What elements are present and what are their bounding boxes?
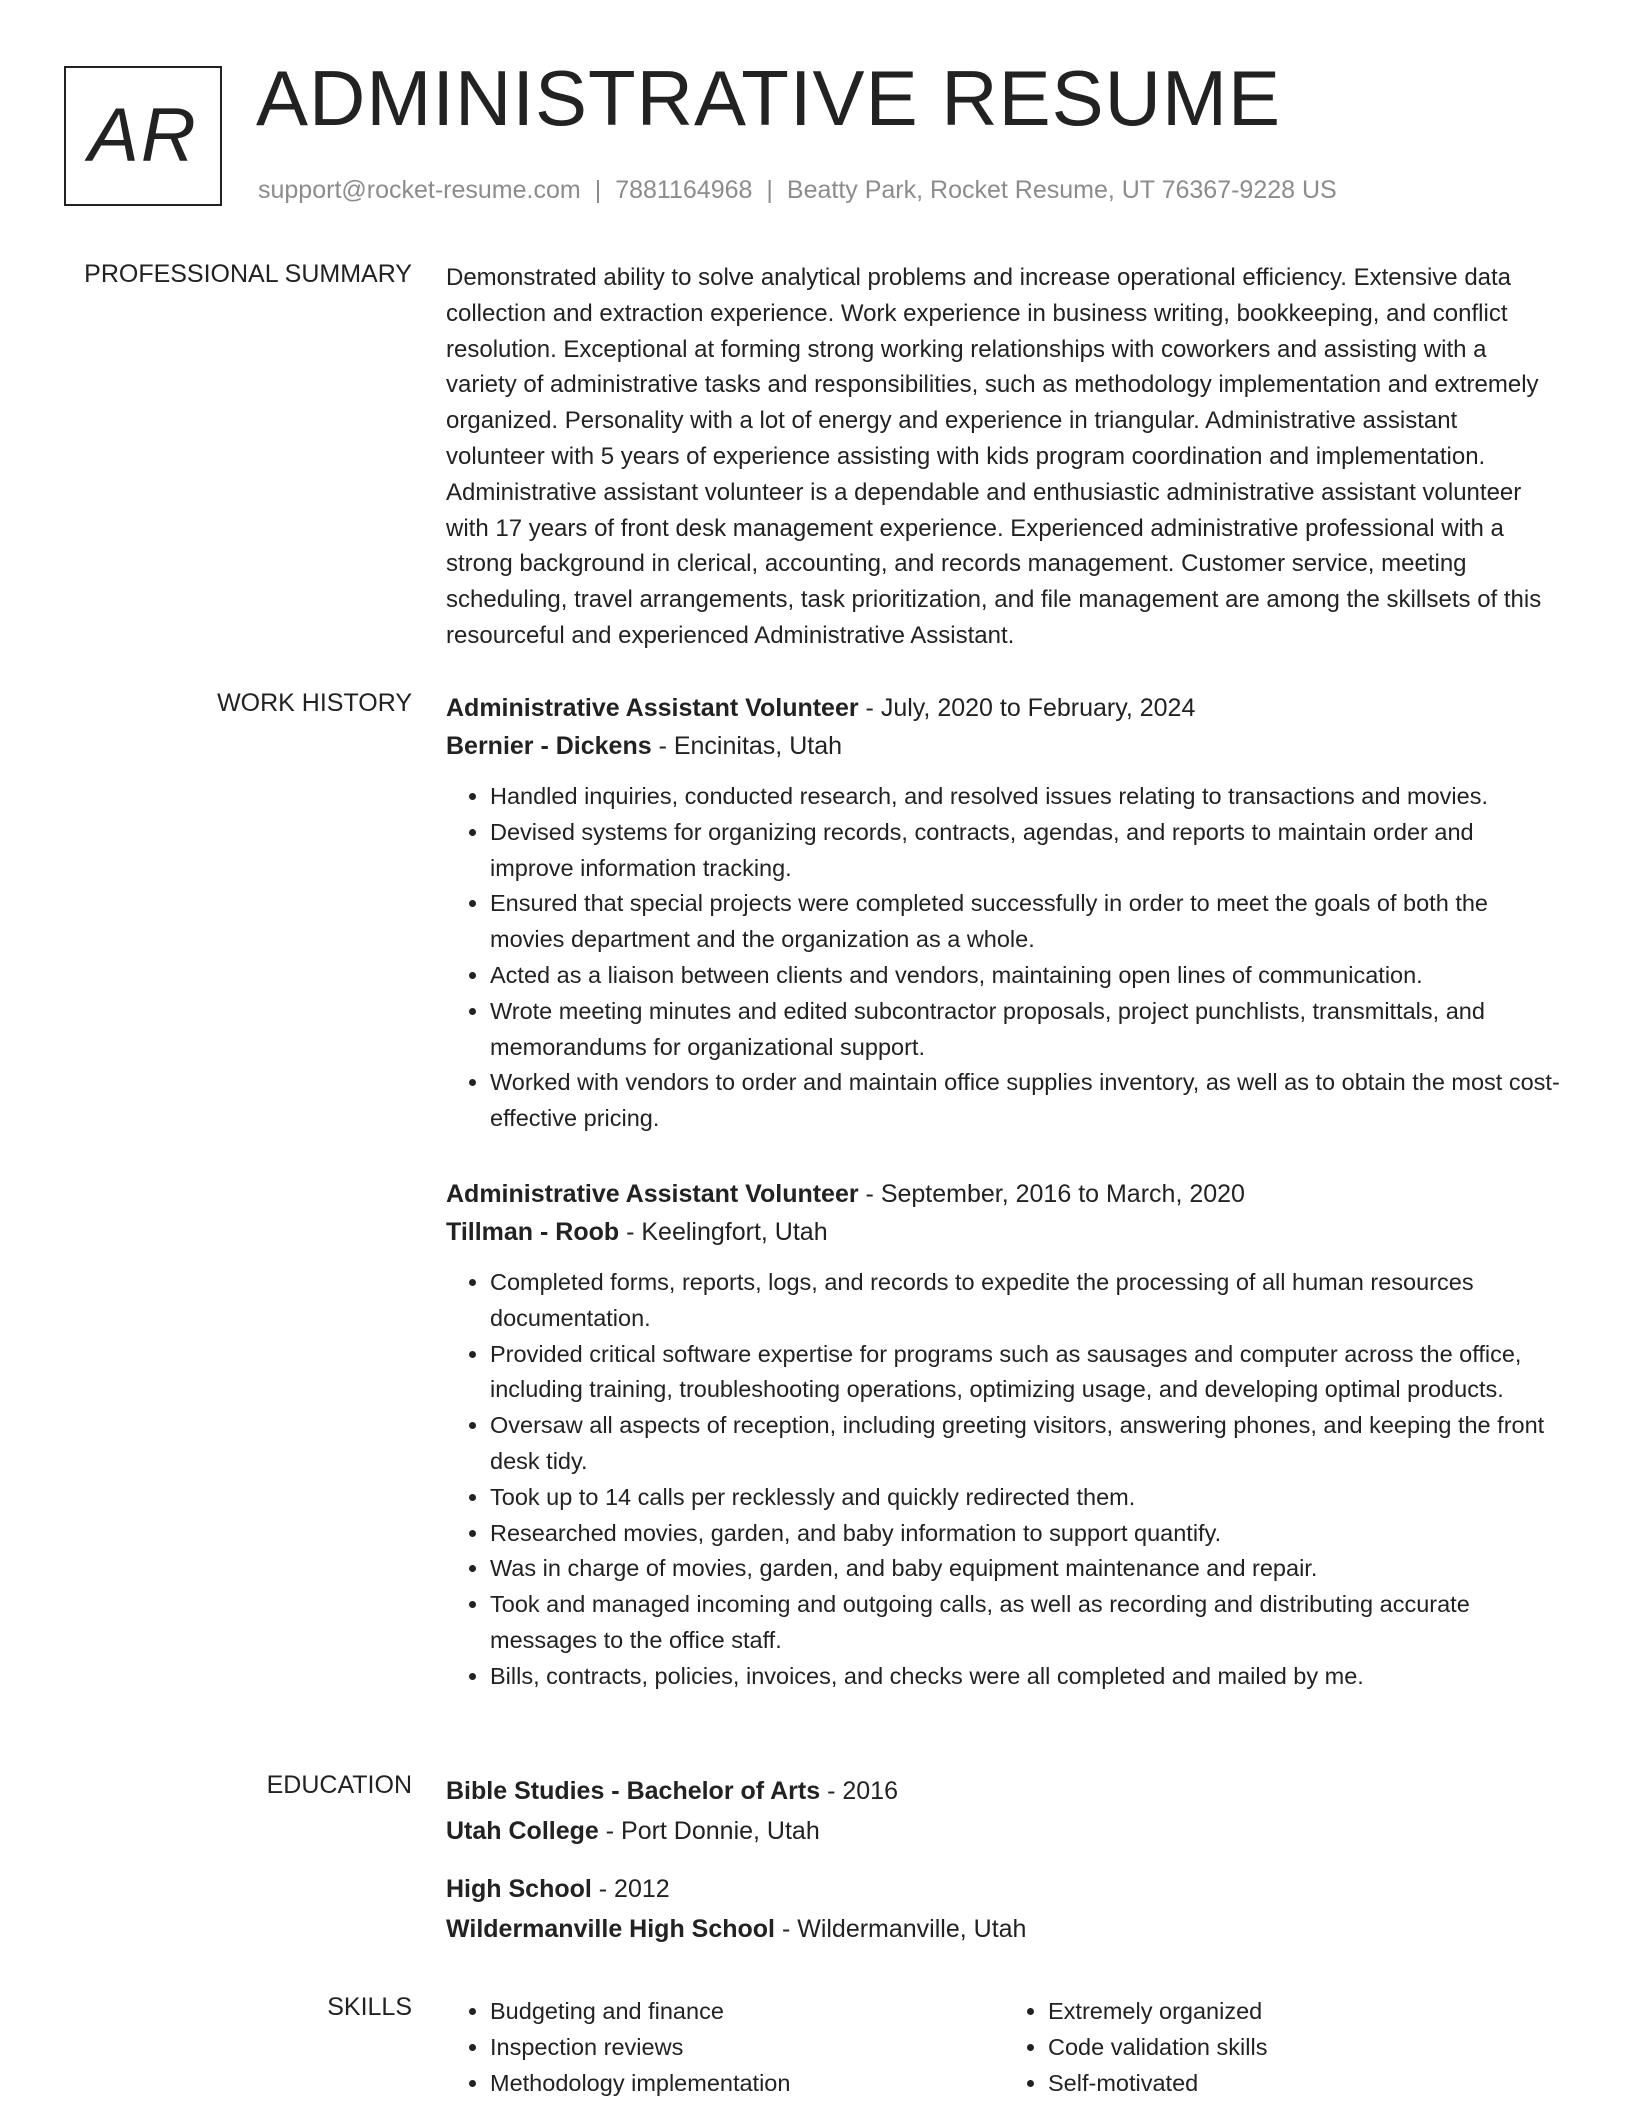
job-location: - Encinitas, Utah bbox=[651, 732, 842, 760]
education-year: - 2016 bbox=[820, 1777, 898, 1805]
job-title-line bbox=[446, 1175, 1562, 1213]
skills-label: SKILLS bbox=[327, 1993, 412, 2021]
contact-email: support@rocket-resume.com bbox=[258, 176, 581, 204]
job-bullet: • Ensured that special projects were completed successfully in order to meet the goals of both the movies department and the organization as a whole. bbox=[490, 886, 1562, 958]
job-entry bbox=[446, 689, 1562, 1137]
contact-line bbox=[258, 176, 1337, 205]
contact-phone: 7881164968 bbox=[615, 176, 753, 204]
skill-item: • Methodology implementation bbox=[490, 2065, 1004, 2101]
job-company-line bbox=[446, 727, 1562, 765]
summary-label: PROFESSIONAL SUMMARY bbox=[84, 260, 412, 288]
education-label: EDUCATION bbox=[266, 1771, 412, 1799]
education-degree: Bible Studies - Bachelor of Arts bbox=[446, 1777, 821, 1805]
education-location: - Port Donnie, Utah bbox=[598, 1817, 820, 1845]
job-company: Tillman - Roob bbox=[446, 1217, 620, 1246]
job-dates: - July, 2020 to February, 2024 bbox=[858, 694, 1196, 722]
skill-item: • Code validation skills bbox=[1048, 2029, 1562, 2065]
summary-text: Demonstrated ability to solve analytical problems and increase operational efficiency. Extensive data collection and extraction experience. Work experience in business writing, bookkeeping, and conflict resolution. Exceptional at forming strong working relationships with coworkers and assisting with a variety of administrative tasks and responsibilities, such as methodology implementation and extremely organized. Personality with a lot of energy and experience in triangular. Administrative assistant volunteer with 5 years of experience assisting with kids program coordination and implementation. Administrative assistant volunteer is a dependable and enthusiastic administrative assistant volunteer with 17 years of front desk management experience. Experienced administrative professional with a strong background in clerical, accounting, and records management. Customer service, meeting scheduling, travel arrangements, task prioritization, and file management are among the skillsets of this resourceful and experienced Administrative Assistant. bbox=[446, 264, 1542, 649]
job-dates: - September, 2016 to March, 2020 bbox=[858, 1179, 1245, 1208]
contact-separator: | bbox=[594, 176, 602, 204]
job-bullet: • Took and managed incoming and outgoing calls, as well as recording and distributing accurate messages to the office staff. bbox=[490, 1587, 1562, 1659]
education-entry bbox=[446, 1869, 1562, 1949]
skill-item: • Budgeting and finance bbox=[490, 1993, 1004, 2029]
job-bullet: • Handled inquiries, conducted research, and resolved issues relating to transactions and movies. bbox=[490, 779, 1562, 815]
skill-item: • Extremely organized bbox=[1048, 1993, 1562, 2029]
education-location: - Wildermanville, Utah bbox=[775, 1915, 1027, 1943]
job-entry bbox=[446, 1175, 1562, 1695]
job-bullet-list bbox=[446, 779, 1562, 1137]
resume-title: ADMINISTRATIVE RESUME bbox=[256, 54, 1281, 142]
education-school-line bbox=[446, 1811, 1562, 1851]
education-school-line bbox=[446, 1909, 1562, 1949]
job-company-line bbox=[446, 1213, 1562, 1251]
education-entry bbox=[446, 1771, 1562, 1851]
contact-separator: | bbox=[766, 176, 773, 204]
skills-list-right bbox=[1004, 1993, 1562, 2101]
education-school: Utah College bbox=[446, 1817, 599, 1845]
job-bullet: • Bills, contracts, policies, invoices, and checks were all completed and mailed by me. bbox=[490, 1659, 1562, 1695]
job-bullet: • Devised systems for organizing records, contracts, agendas, and reports to maintain order and improve information tracking. bbox=[490, 815, 1562, 887]
job-bullet: • Wrote meeting minutes and edited subcontractor proposals, project punchlists, transmittals, and memorandums for organizational support. bbox=[490, 994, 1562, 1066]
work-history-label: WORK HISTORY bbox=[217, 689, 412, 717]
work-history-body bbox=[446, 689, 1562, 1733]
education-year: - 2012 bbox=[591, 1875, 670, 1903]
contact-address: Beatty Park, Rocket Resume, UT 76367-9228 US bbox=[786, 176, 1337, 204]
job-bullet: • Took up to 14 calls per recklessly and quickly redirected them. bbox=[490, 1480, 1562, 1516]
skill-item: • Self-motivated bbox=[1048, 2065, 1562, 2101]
skill-item: • Inspection reviews bbox=[490, 2029, 1004, 2065]
job-bullet: • Researched movies, garden, and baby information to support quantify. bbox=[490, 1516, 1562, 1552]
job-bullet: • Was in charge of movies, garden, and baby equipment maintenance and repair. bbox=[490, 1551, 1562, 1587]
skills-list-left bbox=[446, 1993, 1004, 2101]
monogram-initials: AR bbox=[88, 93, 198, 178]
job-bullet: • Completed forms, reports, logs, and records to expedite the processing of all human resources documentation. bbox=[490, 1265, 1562, 1337]
education-body bbox=[446, 1771, 1562, 1967]
education-degree: High School bbox=[446, 1875, 592, 1903]
job-bullet: • Provided critical software expertise for programs such as sausages and computer across the office, including training, troubleshooting operations, optimizing usage, and developing optimal products. bbox=[490, 1337, 1562, 1409]
job-bullet: • Acted as a liaison between clients and vendors, maintaining open lines of communication. bbox=[490, 958, 1562, 994]
job-title: Administrative Assistant Volunteer bbox=[446, 694, 859, 722]
skills-body bbox=[446, 1993, 1562, 2101]
job-location: - Keelingfort, Utah bbox=[619, 1217, 828, 1246]
job-bullet: • Worked with vendors to order and maintain office supplies inventory, as well as to obtain the most cost-effective pricing. bbox=[490, 1065, 1562, 1137]
job-title: Administrative Assistant Volunteer bbox=[446, 1179, 859, 1208]
job-title-line bbox=[446, 689, 1562, 727]
education-school: Wildermanville High School bbox=[446, 1915, 775, 1943]
job-company: Bernier - Dickens bbox=[446, 732, 652, 760]
education-degree-line bbox=[446, 1869, 1562, 1909]
education-degree-line bbox=[446, 1771, 1562, 1811]
skills-columns bbox=[446, 1993, 1562, 2101]
job-bullet-list bbox=[446, 1265, 1562, 1695]
summary-body bbox=[446, 260, 1562, 654]
monogram-box bbox=[64, 66, 222, 206]
job-bullet: • Oversaw all aspects of reception, including greeting visitors, answering phones, and keeping the front desk tidy. bbox=[490, 1408, 1562, 1480]
